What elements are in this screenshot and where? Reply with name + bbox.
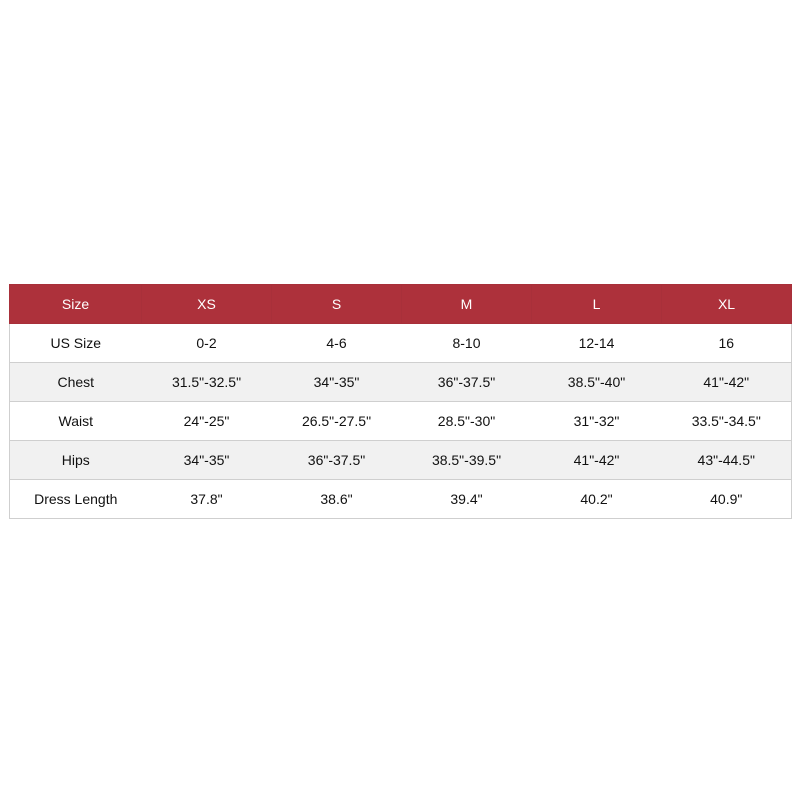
table-cell: 0-2 xyxy=(142,324,272,363)
table-row xyxy=(10,441,792,480)
row-label-waist: Waist xyxy=(10,402,142,441)
table-cell: 36"-37.5" xyxy=(402,363,532,402)
table-cell: 4-6 xyxy=(272,324,402,363)
table-cell: 40.9" xyxy=(662,480,792,519)
table-cell: 37.8" xyxy=(142,480,272,519)
table-cell: 34"-35" xyxy=(142,441,272,480)
row-label-hips: Hips xyxy=(10,441,142,480)
table-row xyxy=(10,480,792,519)
table-cell: 38.5"-40" xyxy=(532,363,662,402)
table-cell: 31"-32" xyxy=(532,402,662,441)
table-cell: 41"-42" xyxy=(662,363,792,402)
table-cell: 36"-37.5" xyxy=(272,441,402,480)
table-cell: 8-10 xyxy=(402,324,532,363)
table-cell: 40.2" xyxy=(532,480,662,519)
table-cell: 31.5"-32.5" xyxy=(142,363,272,402)
row-label-chest: Chest xyxy=(10,363,142,402)
size-chart-table xyxy=(9,284,792,519)
table-cell: 43"-44.5" xyxy=(662,441,792,480)
table-cell: 16 xyxy=(662,324,792,363)
table-cell: 38.5"-39.5" xyxy=(402,441,532,480)
header-cell-l: L xyxy=(532,285,662,324)
header-cell-xs: XS xyxy=(142,285,272,324)
row-label-us-size: US Size xyxy=(10,324,142,363)
header-cell-s: S xyxy=(272,285,402,324)
header-cell-size: Size xyxy=(10,285,142,324)
table-cell: 39.4" xyxy=(402,480,532,519)
header-cell-xl: XL xyxy=(662,285,792,324)
row-label-dress-length: Dress Length xyxy=(10,480,142,519)
table-cell: 26.5"-27.5" xyxy=(272,402,402,441)
table-row xyxy=(10,324,792,363)
table-cell: 41"-42" xyxy=(532,441,662,480)
table-cell: 34"-35" xyxy=(272,363,402,402)
table-row xyxy=(10,363,792,402)
table-cell: 24"-25" xyxy=(142,402,272,441)
table-cell: 12-14 xyxy=(532,324,662,363)
table-row xyxy=(10,402,792,441)
table-cell: 38.6" xyxy=(272,480,402,519)
table-cell: 33.5"-34.5" xyxy=(662,402,792,441)
table-cell: 28.5"-30" xyxy=(402,402,532,441)
size-chart xyxy=(9,284,791,519)
header-cell-m: M xyxy=(402,285,532,324)
header-row xyxy=(10,285,792,324)
